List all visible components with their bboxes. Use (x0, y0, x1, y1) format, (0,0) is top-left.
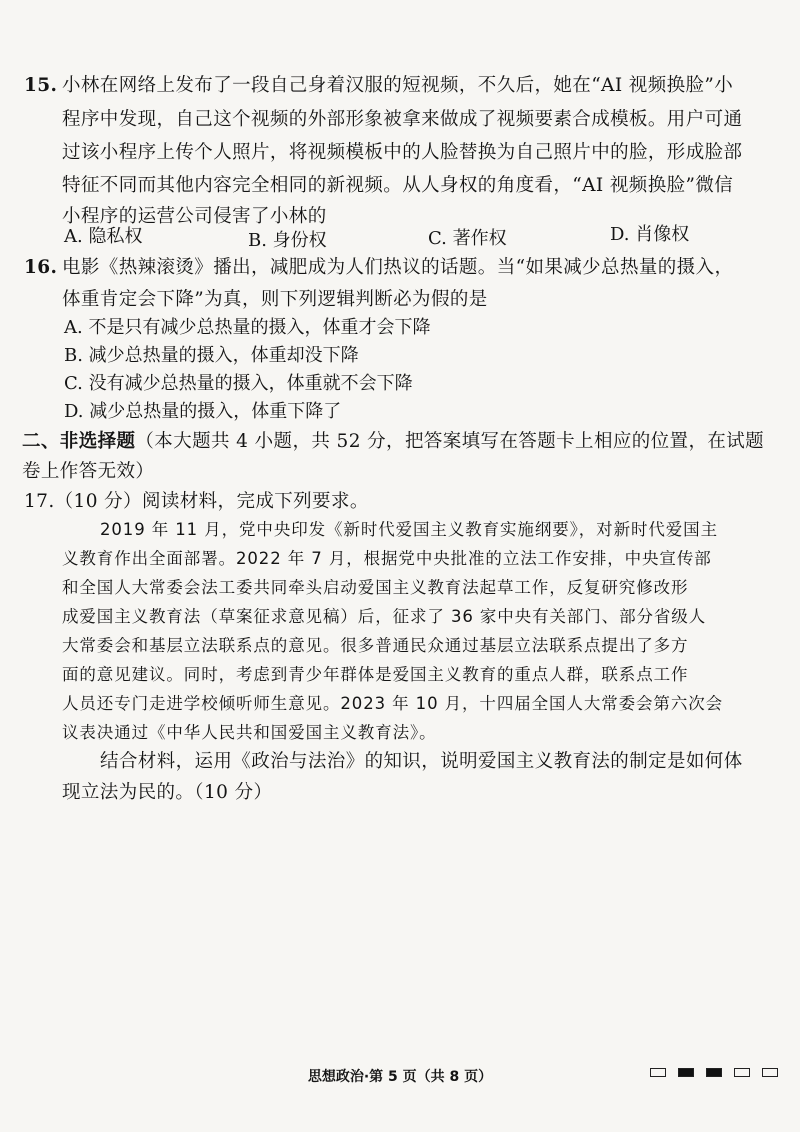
page-mark-4 (734, 1068, 750, 1077)
q17-header: 17.（10 分）阅读材料，完成下列要求。 (24, 491, 369, 512)
q17-material-line-1: 2019 年 11 月，党中央印发《新时代爱国主义教育实施纲要》，对新时代爱国主 (100, 520, 718, 539)
section-2-desc-1: （本大题共 4 小题，共 52 分，把答案填写在答题卡上相应的位置，在试题 (135, 431, 765, 452)
q15-option-d: D. 肖像权 (610, 224, 690, 245)
page-mark-5 (762, 1068, 778, 1077)
q16-number: 16. (24, 257, 58, 278)
q17-material-line-6: 面的意见建议。同时，考虑到青少年群体是爱国主义教育的重点人群，联系点工作 (62, 665, 689, 684)
q17-material-line-7: 人员还专门走进学校倾听师生意见。2023 年 10 月，十四届全国人大常委会第六次会 (62, 694, 724, 713)
q16-line-2: 体重肯定会下降”为真，则下列逻辑判断必为假的是 (62, 289, 488, 310)
q17-material-line-4: 成爱国主义教育法（草案征求意见稿）后，征求了 36 家中央有关部门、部分省级人 (62, 607, 707, 626)
q17-question-line-2: 现立法为民的。（10 分） (62, 782, 273, 803)
page-mark-1 (650, 1068, 666, 1077)
q17-material-line-2: 义教育作出全面部署。2022 年 7 月，根据党中央批准的立法工作安排，中央宣传部 (62, 549, 712, 568)
q15-line-4: 特征不同而其他内容完全相同的新视频。从人身权的角度看，“AI 视频换脸”微信 (62, 175, 734, 196)
page-footer: 思想政治·第 5 页（共 8 页） (307, 1069, 493, 1085)
q15-option-a: A. 隐私权 (64, 226, 143, 247)
page-mark-3 (706, 1068, 722, 1077)
q15-option-b: B. 身份权 (248, 230, 327, 251)
q15-line-2: 程序中发现，自己这个视频的外部形象被拿来做成了视频要素合成模板。用户可通 (62, 109, 743, 130)
q15-option-c: C. 著作权 (428, 228, 507, 249)
q17-material-line-8: 议表决通过《中华人民共和国爱国主义教育法》。 (62, 723, 437, 742)
q16-option-d: D. 减少总热量的摄入，体重下降了 (64, 401, 342, 422)
q15-number: 15. (24, 75, 58, 96)
q16-option-a: A. 不是只有减少总热量的摄入，体重才会下降 (64, 317, 431, 338)
q16-line-1: 电影《热辣滚烫》播出，减肥成为人们热议的话题。当“如果减少总热量的摄入， (62, 257, 734, 278)
q16-option-b: B. 减少总热量的摄入，体重却没下降 (64, 345, 359, 366)
q17-material-line-5: 大常委会和基层立法联系点的意见。很多普通民众通过基层立法联系点提出了多方 (62, 636, 689, 655)
page-marks (650, 1068, 778, 1077)
q17-material-line-3: 和全国人大常委会法工委共同牵头启动爱国主义教育法起草工作，反复研究修改形 (62, 578, 689, 597)
q15-line-5: 小程序的运营公司侵害了小林的 (62, 206, 327, 227)
page-mark-2 (678, 1068, 694, 1077)
q15-line-3: 过该小程序上传个人照片，将视频模板中的人脸替换为自己照片中的脸，形成脸部 (62, 142, 743, 163)
q17-question-line-1: 结合材料，运用《政治与法治》的知识，说明爱国主义教育法的制定是如何体 (100, 751, 743, 772)
section-2-line-1 (22, 428, 764, 456)
q16-option-c: C. 没有减少总热量的摄入，体重就不会下降 (64, 373, 413, 394)
section-2-desc-2: 卷上作答无效） (22, 461, 155, 482)
section-2-title: 二、非选择题 (22, 431, 136, 452)
q15-line-1: 小林在网络上发布了一段自己身着汉服的短视频，不久后，她在“AI 视频换脸”小 (62, 75, 734, 96)
